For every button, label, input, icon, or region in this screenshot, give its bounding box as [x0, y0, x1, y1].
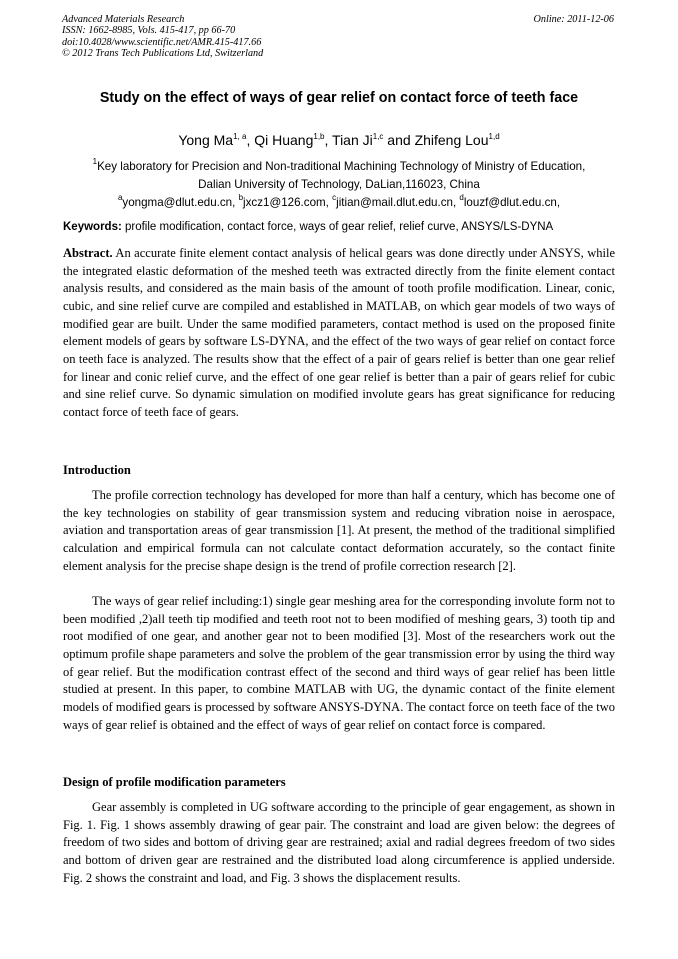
- author-sup: 1,d: [488, 132, 500, 141]
- issn-line: ISSN: 1662-8985, Vols. 415-417, pp 66-70: [62, 25, 236, 37]
- abstract-label: Abstract.: [63, 246, 113, 260]
- author-sup: 1,c: [372, 132, 384, 141]
- copyright-line: © 2012 Trans Tech Publications Ltd, Switzerland: [62, 48, 264, 60]
- email[interactable]: louzf@dlut.edu.cn,: [463, 196, 561, 209]
- email-sup: c: [332, 193, 337, 202]
- author-name: Yong Ma: [178, 132, 234, 148]
- author: [415, 132, 500, 148]
- abstract-paragraph: [63, 245, 615, 422]
- keywords-line: [63, 221, 615, 233]
- journal-header: [62, 14, 263, 60]
- author-separator: ,: [246, 132, 255, 148]
- intro-paragraph-1: The profile correction technology has developed for more than half a century, which has become one of the key technologies on stability of gear transmission system and reducing vibration noise in aerospace, aviation and transportation areas of gear transmission [1]. At present, the method of the traditional simplified calculation and empirical formula can not calculate contact deformation accurately, so the contact finite element analysis for the precise shape design is the trend of profile correction research [2].: [63, 488, 615, 573]
- keywords-text: profile modification, contact force, ways of gear relief, relief curve, ANSYS/LS-DYNA: [121, 221, 554, 233]
- email[interactable]: yongma@dlut.edu.cn,: [122, 196, 239, 209]
- keywords-label: Keywords:: [63, 221, 122, 233]
- author: [178, 132, 254, 148]
- section-heading-design: Design of profile modification parameters: [63, 775, 286, 789]
- author-list: [0, 132, 678, 148]
- author-name: Qi Huang: [254, 132, 314, 148]
- online-date: Online: 2011-12-06: [533, 14, 614, 25]
- email[interactable]: jxcz1@126.com,: [243, 196, 333, 209]
- journal-name: Advanced Materials Research: [62, 14, 185, 25]
- paper-title: Study on the effect of ways of gear relief on contact force of teeth face: [99, 90, 579, 106]
- email-sup: b: [238, 193, 244, 202]
- email-sup: d: [459, 193, 464, 202]
- author-name: Tian Ji: [332, 132, 373, 148]
- author: [254, 132, 332, 148]
- author: [332, 132, 415, 148]
- email[interactable]: jitian@mail.dlut.edu.cn,: [336, 196, 460, 209]
- intro-paragraph-2: The ways of gear relief including:1) single gear meshing area for the corresponding involute form not to been modified ,2)all teeth tip modified and teeth root not to been modified of meshing gears, 3) tooth tip and root modified of one gear, and another gear not to been modified [3]. Most of the researchers work out the optimum profile shape parameters and solve the problem of the gear transmission error by using the third way of gear relief. But the modification contrast effect of the second and third ways of gear relief has been little studied at present. In this paper, to combine MATLAB with UG, the dynamic contact of the finite element models of modified gears is processed by software ANSYS-DYNA. The contact force on teeth face of the two ways of gear relief is obtained and the effect of ways of gear relief on contact force is compared.: [63, 594, 615, 732]
- affiliation-line-1: [0, 157, 678, 173]
- affiliation-sup: 1: [92, 157, 98, 166]
- author-sup: 1, a: [233, 132, 247, 141]
- author-sup: 1,b: [313, 132, 325, 141]
- author-name: Zhifeng Lou: [414, 132, 489, 148]
- abstract-text: An accurate finite element contact analysis of helical gears was done directly under ANSYS, while the integrated elastic deformation of the meshed teeth was extracted directly from the finite element contact analysis results, and considered as the main basis of the amount of tooth profile modification. Linear, conic, cubic, and sine relief curve are compiled and established in MATLAB, on which gear models of two ways of modified gear are built. Under the same modified parameters, contact method is used on the proposed finite element models of gears by software LS-DYNA, and the effect of the two ways of gear relief on contact force on teeth face is analyzed. The results show that the effect of a pair of gears relief is better than one gear relief for linear and conic relief curve, and the effect of one gear relief is better than a pair of gears relief for cubic and sine relief curve. So dynamic simulation on modified involute gears has great significance for reducing contact force of teeth face of gears.: [63, 246, 615, 419]
- author-separator: and: [383, 132, 415, 148]
- email-line: [0, 193, 678, 209]
- section-heading-introduction: Introduction: [63, 463, 131, 477]
- doi-line: doi:10.4028/www.scientific.net/AMR.415-417.66: [62, 36, 262, 48]
- affiliation-line-2: Dalian University of Technology, DaLian,116023, China: [198, 178, 480, 191]
- email-sup: a: [117, 193, 123, 202]
- author-separator: ,: [324, 132, 333, 148]
- design-paragraph-1: Gear assembly is completed in UG software according to the principle of gear engagement, as shown in Fig. 1. Fig. 1 shows assembly drawing of gear pair. The constraint and load are given below: the degrees of freedom of two sides and bottom of driving gear are restrained; axial and radial degrees freedom of two sides and bottom of driven gear are restrained and the distributed load along circumference is applied underside. Fig. 2 shows the constraint and load, and Fig. 3 shows the displacement results.: [63, 800, 615, 885]
- affiliation-text-1: Key laboratory for Precision and Non-traditional Machining Technology of Ministry of Education,: [97, 160, 586, 173]
